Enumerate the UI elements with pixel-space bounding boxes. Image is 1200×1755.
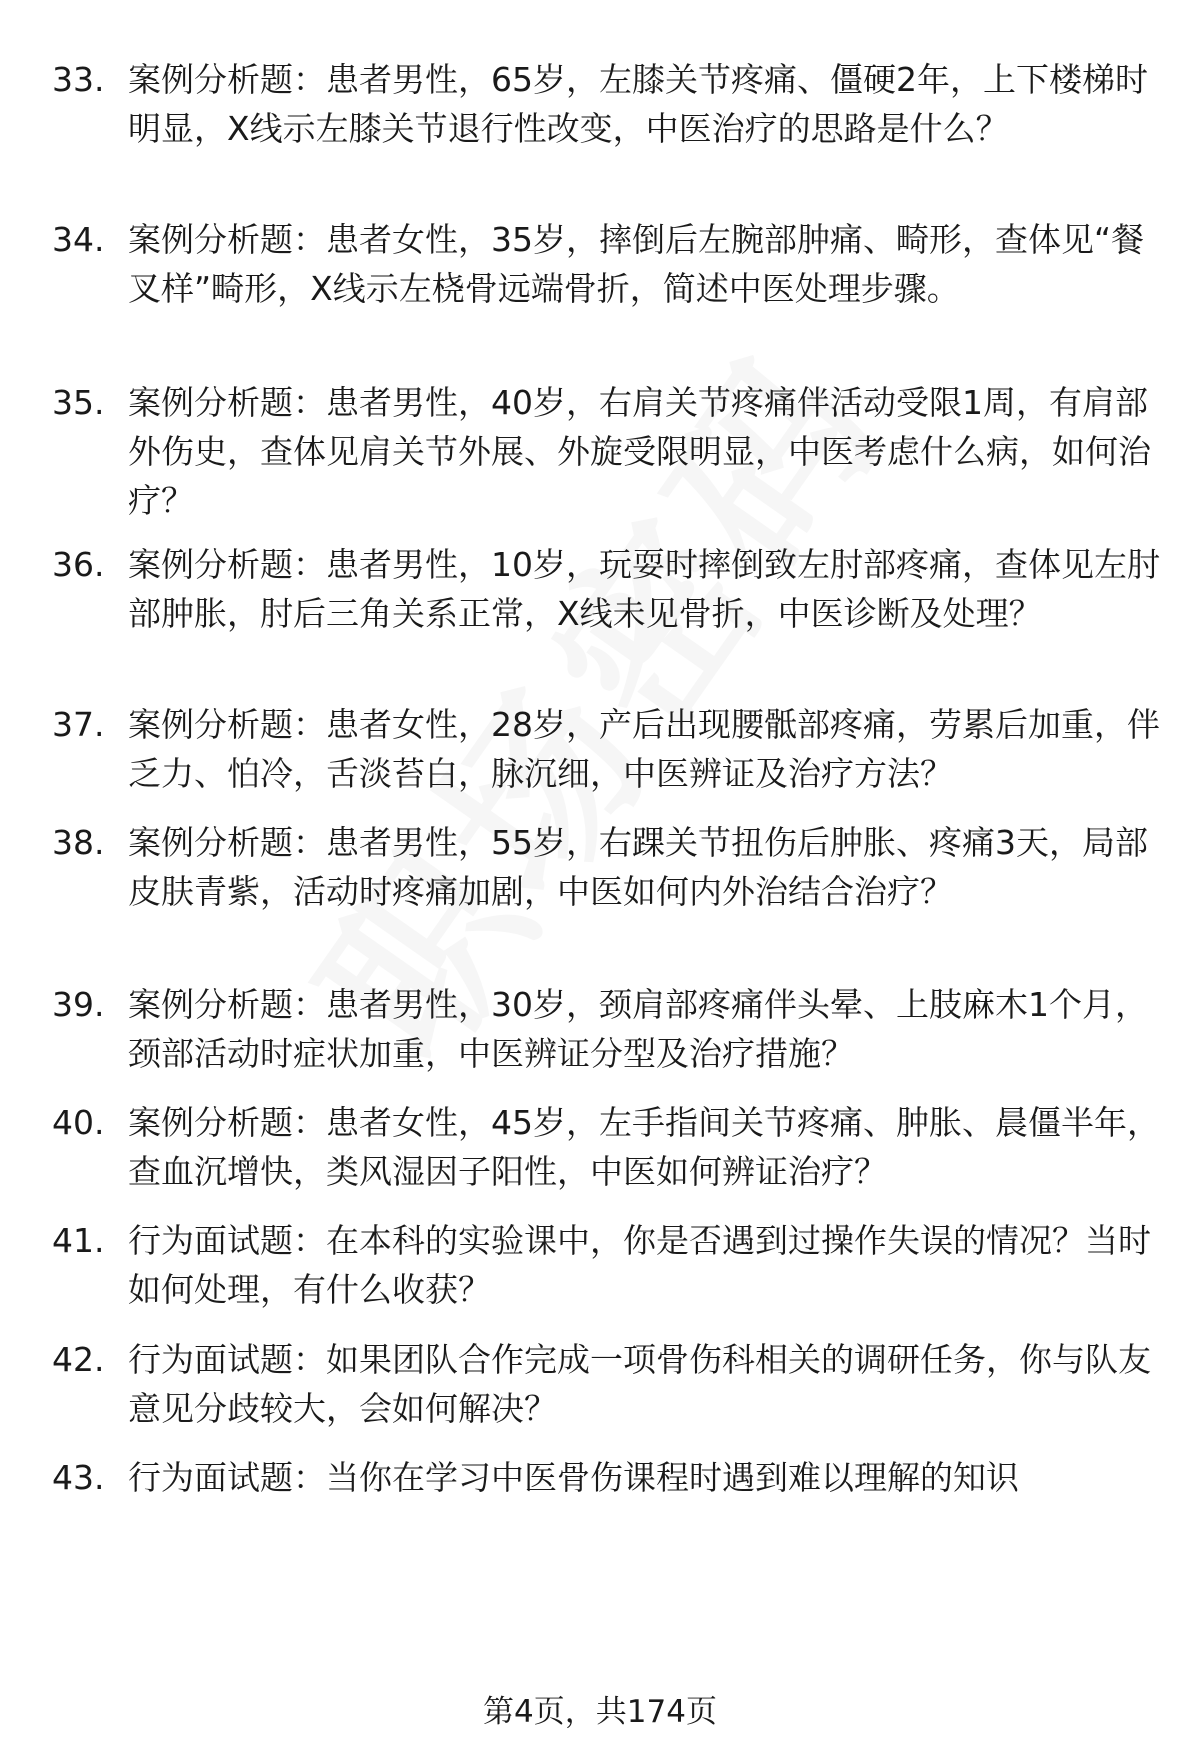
question-text: 案例分析题：患者女性，45岁，左手指间关节疼痛、肿胀、晨僵半年，查血沉增快，类风湿因子阳性，中医如何辨证治疗？ <box>128 1103 1160 1191</box>
question-number: 34. <box>52 220 105 259</box>
question-text: 案例分析题：患者女性，28岁，产后出现腰骶部疼痛，劳累后加重，伴乏力、怕冷，舌淡苔白，脉沉细，中医辨证及治疗方法？ <box>128 705 1160 793</box>
question-item <box>52 1216 1162 1314</box>
question-number: 40. <box>52 1103 105 1142</box>
question-item <box>52 1453 1162 1502</box>
question-number: 39. <box>52 985 105 1024</box>
question-text: 行为面试题：如果团队合作完成一项骨伤科相关的调研任务，你与队友意见分歧较大，会如何解决？ <box>128 1340 1151 1428</box>
page-footer <box>0 1690 1200 1734</box>
question-text: 案例分析题：患者男性，40岁，右肩关节疼痛伴活动受限1周，有肩部外伤史，查体见肩关节外展、外旋受限明显，中医考虑什么病，如何治疗？ <box>128 383 1151 520</box>
question-item <box>52 215 1162 313</box>
question-text: 案例分析题：患者女性，35岁，摔倒后左腕部肿痛、畸形，查体见“餐叉样”畸形，X线示左桡骨远端骨折，简述中医处理步骤。 <box>128 220 1145 308</box>
question-item <box>52 818 1162 916</box>
question-number: 43. <box>52 1458 105 1497</box>
question-item <box>52 55 1162 153</box>
question-number: 36. <box>52 545 105 584</box>
question-item <box>52 378 1162 525</box>
question-item <box>52 980 1162 1078</box>
question-item <box>52 700 1162 798</box>
question-item <box>52 1098 1162 1196</box>
question-number: 42. <box>52 1340 105 1379</box>
question-text: 行为面试题：在本科的实验课中，你是否遇到过操作失误的情况？当时如何处理，有什么收获？ <box>128 1221 1151 1309</box>
question-number: 41. <box>52 1221 105 1260</box>
question-text: 行为面试题：当你在学习中医骨伤课程时遇到难以理解的知识 <box>128 1458 1019 1497</box>
question-number: 33. <box>52 60 105 99</box>
question-text: 案例分析题：患者男性，10岁，玩耍时摔倒致左肘部疼痛，查体见左肘部肿胀，肘后三角关系正常，X线未见骨折，中医诊断及处理？ <box>128 545 1160 633</box>
question-item <box>52 1335 1162 1433</box>
question-number: 37. <box>52 705 105 744</box>
page-number-label: 第4页，共174页 <box>483 1694 717 1730</box>
question-text: 案例分析题：患者男性，30岁，颈肩部疼痛伴头晕、上肢麻木1个月，颈部活动时症状加重，中医辨证分型及治疗措施？ <box>128 985 1148 1073</box>
question-text: 案例分析题：患者男性，55岁，右踝关节扭伤后肿胀、疼痛3天，局部皮肤青紫，活动时疼痛加剧，中医如何内外治结合治疗？ <box>128 823 1148 911</box>
question-text: 案例分析题：患者男性，65岁，左膝关节疼痛、僵硬2年，上下楼梯时明显，X线示左膝关节退行性改变，中医治疗的思路是什么？ <box>128 60 1148 148</box>
question-item <box>52 540 1162 638</box>
question-number: 35. <box>52 383 105 422</box>
question-number: 38. <box>52 823 105 862</box>
